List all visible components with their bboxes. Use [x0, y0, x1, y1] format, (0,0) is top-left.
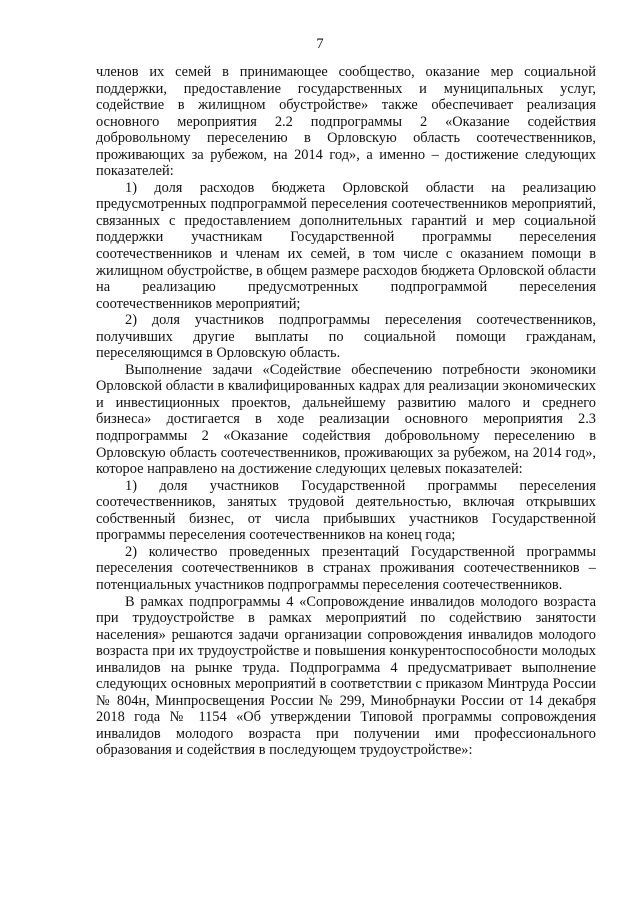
- paragraph-target-1: 1) доля участников Государственной программы переселения соотечественников, занятых трудовой деятельностью, включая открывших собственный бизнес, от числа прибывших участников Государственной программы переселения соотечественников на конец года;: [96, 477, 596, 544]
- paragraph-subprogram-4: В рамках подпрограммы 4 «Сопровождение инвалидов молодого возраста при трудоустройстве в рамках мероприятий по содействию занятости населения» решаются задачи организации сопровождения инвалидов молодого возраста при их трудоустройстве и повышения конкурентоспособности молодых инвалидов на рынке труда. Подпрограмма 4 предусматривает выполнение следующих основных мероприятий в соответствии с приказом Минтруда России № 804н, Минпросвещения России № 299, Минобрнауки России от 14 декабря 2018 года № 1154 «Об утверждении Типовой программы сопровождения инвалидов молодого возраста при получении ими профессионального образования и содействия в последующем трудоустройстве»:: [96, 593, 596, 759]
- paragraph-target-2: 2) количество проведенных презентаций Государственной программы переселения соотечественников в странах проживания соотечественников – потенциальных участников подпрограммы переселения соотечественников.: [96, 543, 596, 593]
- paragraph-indicator-2: 2) доля участников подпрограммы переселения соотечественников, получивших другие выплаты по социальной помощи гражданам, переселяющимся в Орловскую область.: [96, 312, 596, 362]
- paragraph-indicator-1: 1) доля расходов бюджета Орловской области на реализацию предусмотренных подпрограммой переселения соотечественников мероприятий, связанных с предоставлением дополнительных гарантий и мер социальной поддержки участникам Государственной программы переселения соотечественников и членам их семей, в том числе с оказанием помощи в жилищном обустройстве, в общем размере расходов бюджета Орловской области на реализацию предусмотренных подпрограммой переселения соотечественников мероприятий;: [96, 179, 596, 312]
- paragraph-continuation: членов их семей в принимающее сообщество, оказание мер социальной поддержки, предоставление государственных и муниципальных услуг, содействие в жилищном обустройстве» также обеспечивает реализация основного мероприятия 2.2 подпрограммы 2 «Оказание содействия добровольному переселению в Орловскую область соотечественников, проживающих за рубежом, на 2014 год», а именно – достижение следующих показателей:: [96, 64, 596, 180]
- paragraph-task-description: Выполнение задачи «Содействие обеспечению потребности экономики Орловской области в квалифицированных кадрах для реализации экономических и инвестиционных проектов, дальнейшему развитию малого и среднего бизнеса» достигается в ходе реализации основного мероприятия 2.3 подпрограммы 2 «Оказание содействия добровольному переселению в Орловскую область соотечественников, проживающих за рубежом, на 2014 год», которое направлено на достижение следующих целевых показателей:: [96, 361, 596, 478]
- page-number: 7: [316, 36, 324, 52]
- document-body: [96, 64, 596, 759]
